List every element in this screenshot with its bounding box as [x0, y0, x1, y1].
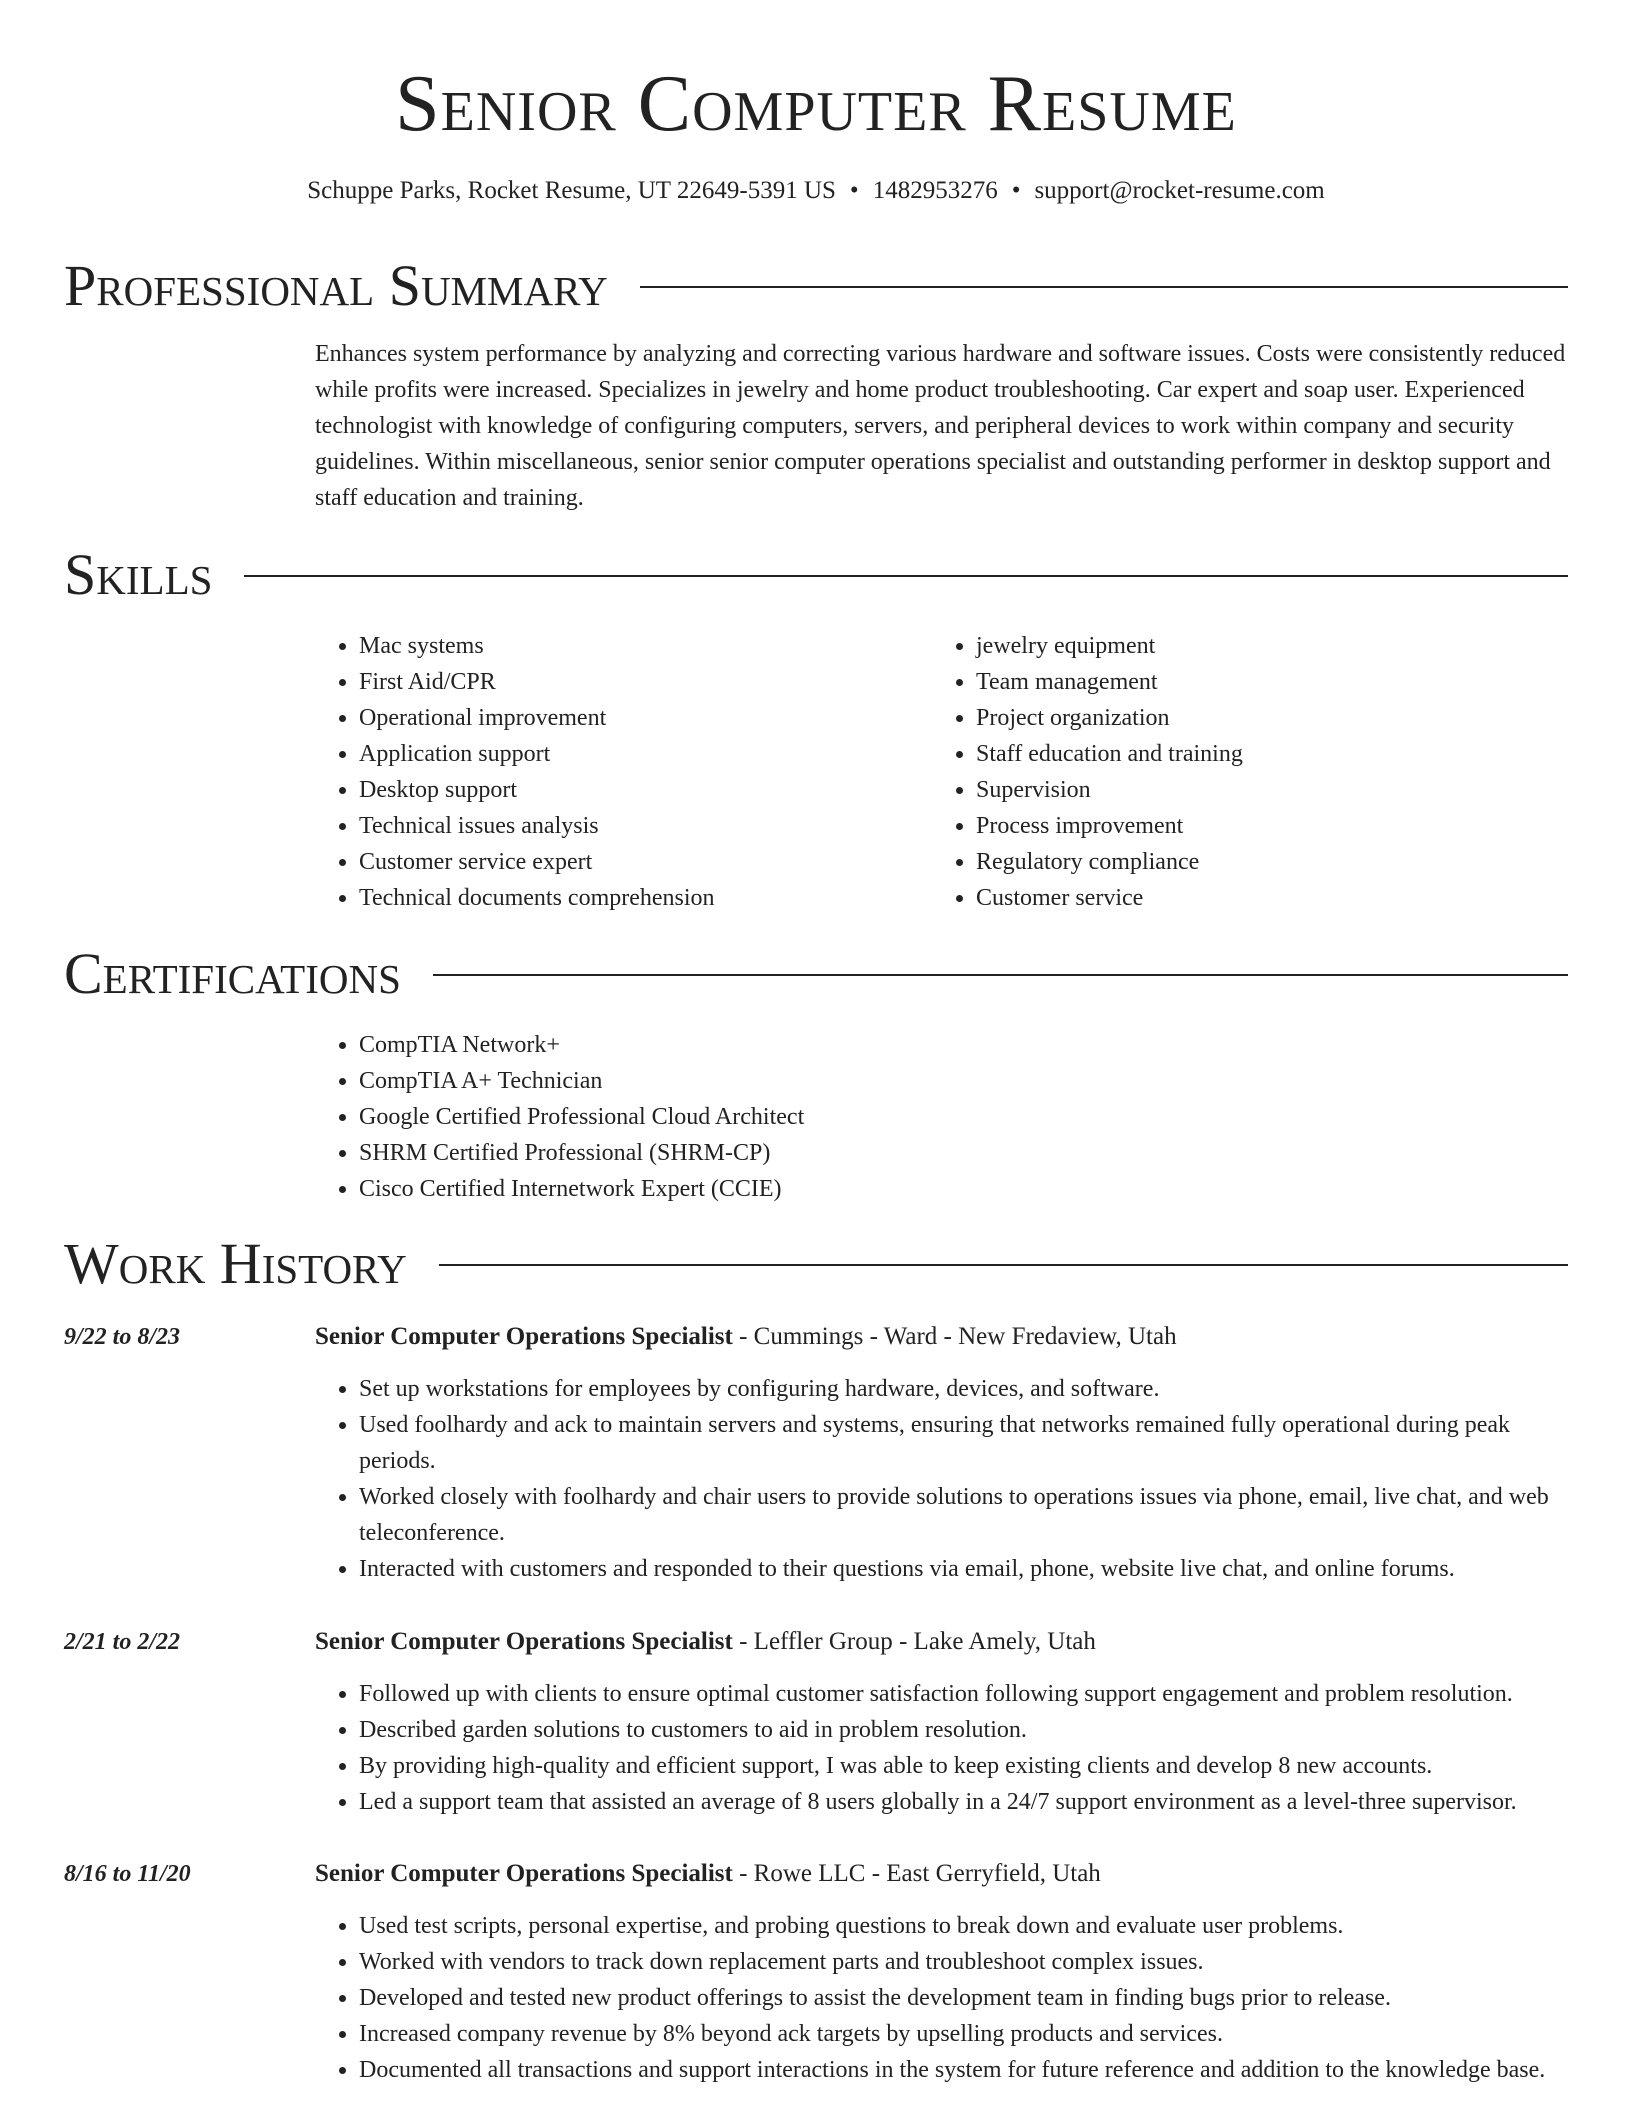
section-divider — [433, 974, 1568, 976]
job-employer: - Leffler Group - Lake Amely, Utah — [732, 1628, 1096, 1655]
certification-item: • CompTIA A+ Technician — [359, 1063, 804, 1099]
job-duty-item: • Interacted with customers and responded to their questions via email, phone, website live chat, and online forums. — [359, 1551, 1568, 1587]
job-dates: 8/16 to 11/20 — [64, 1861, 191, 1887]
job-duty-item: • Set up workstations for employees by configuring hardware, devices, and software. — [359, 1371, 1568, 1407]
skill-item: • Process improvement — [976, 808, 1243, 844]
resume-name: Senior Computer Resume — [395, 60, 1237, 148]
skill-item: • Technical documents comprehension — [359, 880, 715, 916]
job-employer: - Cummings - Ward - New Fredaview, Utah — [732, 1323, 1177, 1350]
skill-item: • First Aid/CPR — [359, 664, 715, 700]
skill-item: • Customer service — [976, 880, 1243, 916]
skills-column-right — [932, 628, 1243, 916]
job-duty-item: • Led a support team that assisted an average of 8 users globally in a 24/7 support environment as a level-three supervisor. — [359, 1784, 1568, 1820]
job-title-line — [315, 1624, 1096, 1660]
skill-item: • Regulatory compliance — [976, 844, 1243, 880]
skill-item: • Project organization — [976, 700, 1243, 736]
job-duty-item: • Followed up with clients to ensure optimal customer satisfaction following support engagement and problem resolution. — [359, 1676, 1568, 1712]
contact-line — [64, 174, 1568, 208]
skill-item: • Application support — [359, 736, 715, 772]
job-duty-item: • Developed and tested new product offerings to assist the development team in finding bugs prior to release. — [359, 1980, 1568, 2016]
skill-item: • Mac systems — [359, 628, 715, 664]
skill-item: • jewelry equipment — [976, 628, 1243, 664]
contact-phone: 1482953276 — [872, 177, 998, 204]
job-title-line — [315, 1319, 1177, 1355]
skills-list-right — [932, 628, 1243, 916]
job-duties — [315, 1908, 1568, 2088]
job-duties — [315, 1676, 1568, 1820]
skill-item: • Desktop support — [359, 772, 715, 808]
section-divider — [439, 1264, 1568, 1266]
job-duty-item: • Used foolhardy and ack to maintain servers and systems, ensuring that networks remained fully operational during peak periods. — [359, 1407, 1568, 1479]
skill-item: • Technical issues analysis — [359, 808, 715, 844]
contact-separator: • — [1011, 177, 1021, 204]
job-dates: 2/21 to 2/22 — [64, 1629, 181, 1655]
skills-list-left — [315, 628, 715, 916]
summary-section-header — [64, 251, 1568, 321]
certifications-block — [315, 1027, 804, 1207]
job-title-line — [315, 1856, 1101, 1892]
job-title: Senior Computer Operations Specialist — [315, 1628, 733, 1655]
job-duties-list — [315, 1676, 1568, 1820]
job-duty-item: • Documented all transactions and support interactions in the system for future reference and addition to the knowledge base. — [359, 2052, 1568, 2088]
job-title: Senior Computer Operations Specialist — [315, 1323, 733, 1350]
summary-text: Enhances system performance by analyzing and correcting various hardware and software issues. Costs were consistently reduced while profits were increased. Specializes in jewelry and home product troubleshooting. Car expert and soap user. Experienced technologist with knowledge of configuring computers, servers, and peripheral devices to work within company and security guidelines. Within miscellaneous, senior senior computer operations specialist and outstanding performer in desktop support and staff education and training. — [315, 341, 1566, 511]
certification-item: • Google Certified Professional Cloud Architect — [359, 1099, 804, 1135]
certifications-heading: Certifications — [64, 941, 401, 1006]
skill-item: • Staff education and training — [976, 736, 1243, 772]
job-duty-item: • Increased company revenue by 8% beyond ack targets by upselling products and services. — [359, 2016, 1568, 2052]
certifications-section-header — [64, 939, 1568, 1009]
section-divider — [244, 575, 1568, 577]
job-dates: 9/22 to 8/23 — [64, 1324, 181, 1350]
skills-heading: Skills — [64, 542, 213, 607]
skill-item: • Operational improvement — [359, 700, 715, 736]
certification-item: • SHRM Certified Professional (SHRM-CP) — [359, 1135, 804, 1171]
skill-item: • Customer service expert — [359, 844, 715, 880]
work-heading: Work History — [64, 1231, 407, 1296]
job-duties-list — [315, 1908, 1568, 2088]
work-section-header — [64, 1229, 1568, 1299]
contact-address: Schuppe Parks, Rocket Resume, UT 22649-5391 US — [307, 177, 836, 204]
summary-heading: Professional Summary — [64, 253, 608, 318]
skill-item: • Team management — [976, 664, 1243, 700]
contact-email[interactable]: support@rocket-resume.com — [1034, 177, 1325, 204]
job-duty-item: • Described garden solutions to customers to aid in problem resolution. — [359, 1712, 1568, 1748]
skill-item: • Supervision — [976, 772, 1243, 808]
skills-column-left — [315, 628, 715, 916]
skills-section-header — [64, 540, 1568, 610]
certification-item: • CompTIA Network+ — [359, 1027, 804, 1063]
job-title: Senior Computer Operations Specialist — [315, 1860, 733, 1887]
job-duty-item: • Worked with vendors to track down replacement parts and troubleshoot complex issues. — [359, 1944, 1568, 1980]
job-duty-item: • By providing high-quality and efficient support, I was able to keep existing clients and develop 8 new accounts. — [359, 1748, 1568, 1784]
certifications-list — [315, 1027, 804, 1207]
job-duty-item: • Used test scripts, personal expertise, and probing questions to break down and evaluate user problems. — [359, 1908, 1568, 1944]
job-employer: - Rowe LLC - East Gerryfield, Utah — [732, 1860, 1101, 1887]
certification-item: • Cisco Certified Internetwork Expert (CCIE) — [359, 1171, 804, 1207]
job-duties — [315, 1371, 1568, 1587]
job-duties-list — [315, 1371, 1568, 1587]
section-divider — [640, 286, 1568, 288]
job-duty-item: • Worked closely with foolhardy and chair users to provide solutions to operations issues via phone, email, live chat, and web teleconference. — [359, 1479, 1568, 1551]
contact-separator: • — [849, 177, 859, 204]
